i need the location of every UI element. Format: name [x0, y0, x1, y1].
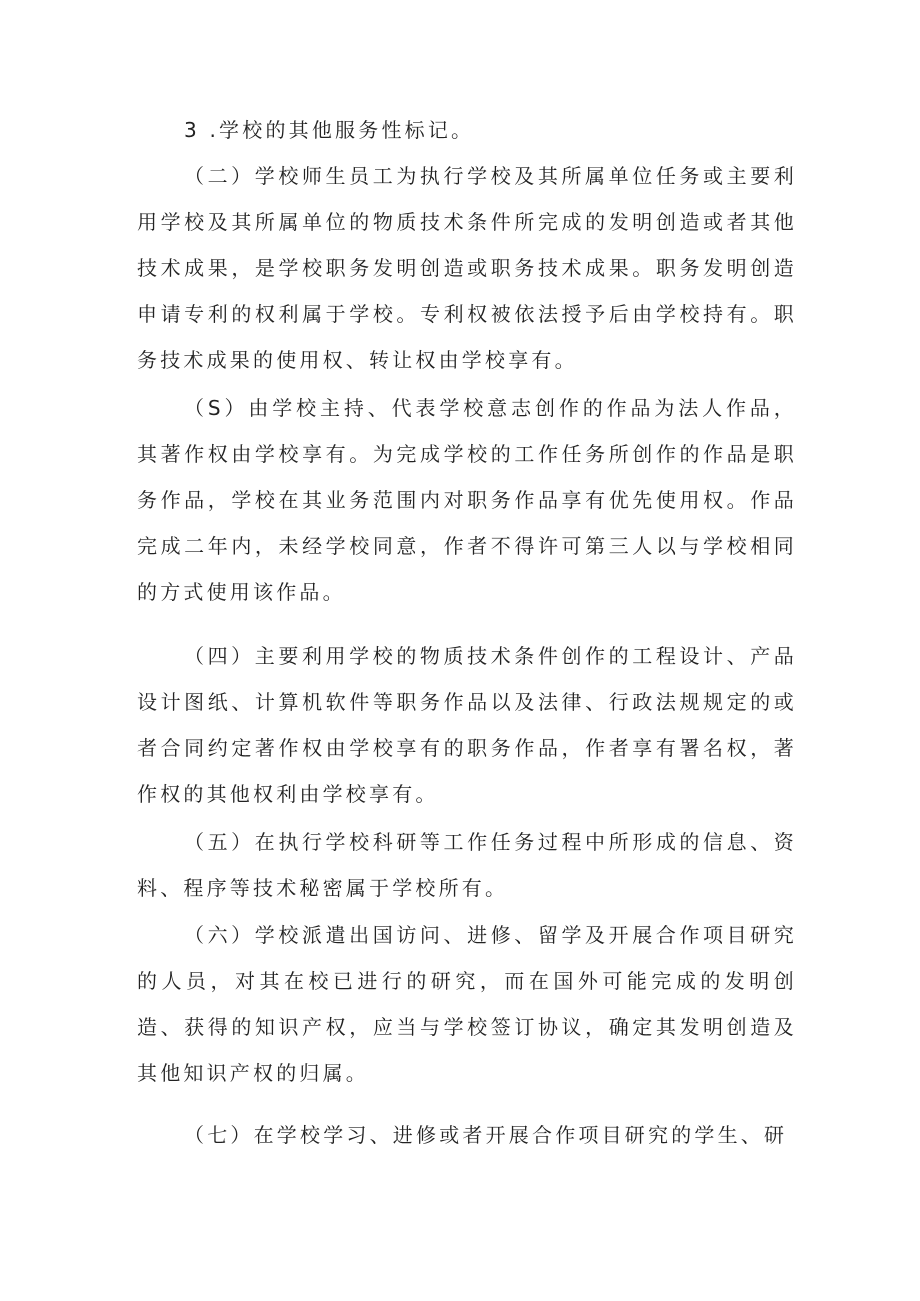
paragraph-clause-5: （五）在执行学校科研等工作任务过程中所形成的信息、资料、程序等技术秘密属于学校所有。 [137, 830, 797, 900]
paragraph-clause-2: （二）学校师生员工为执行学校及其所属单位任务或主要利用学校及其所属单位的物质技术条件所完成的发明创造或者其他技术成果，是学校职务发明创造或职务技术成果。职务发明创造申请专利的权利属于学校。专利权被依法授予后由学校持有。职务技术成果的使用权、转让权由学校享有。 [137, 164, 797, 372]
paragraph-clause-3: （S）由学校主持、代表学校意志创作的作品为法人作品，其著作权由学校享有。为完成学校的工作任务所创作的作品是职务作品，学校在其业务范围内对职务作品享有优先使用权。作品完成二年内，未经学校同意，作者不得许可第三人以与学校相同的方式使用该作品。 [137, 396, 797, 604]
paragraph-clause-7: （七）在学校学习、进修或者开展合作项目研究的学生、研 [184, 1123, 788, 1147]
paragraph-item-3: 3 .学校的其他服务性标记。 [184, 118, 475, 142]
paragraph-clause-6: （六）学校派遣出国访问、进修、留学及开展合作项目研究的人员，对其在校已进行的研究，而在国外可能完成的发明创造、获得的知识产权，应当与学校签订协议，确定其发明创造及其他知识产权的归属。 [137, 923, 797, 1085]
paragraph-clause-4: （四）主要利用学校的物质技术条件创作的工程设计、产品设计图纸、计算机软件等职务作品以及法律、行政法规规定的或者合同约定著作权由学校享有的职务作品，作者享有署名权，著作权的其他权利由学校享有。 [137, 644, 797, 806]
